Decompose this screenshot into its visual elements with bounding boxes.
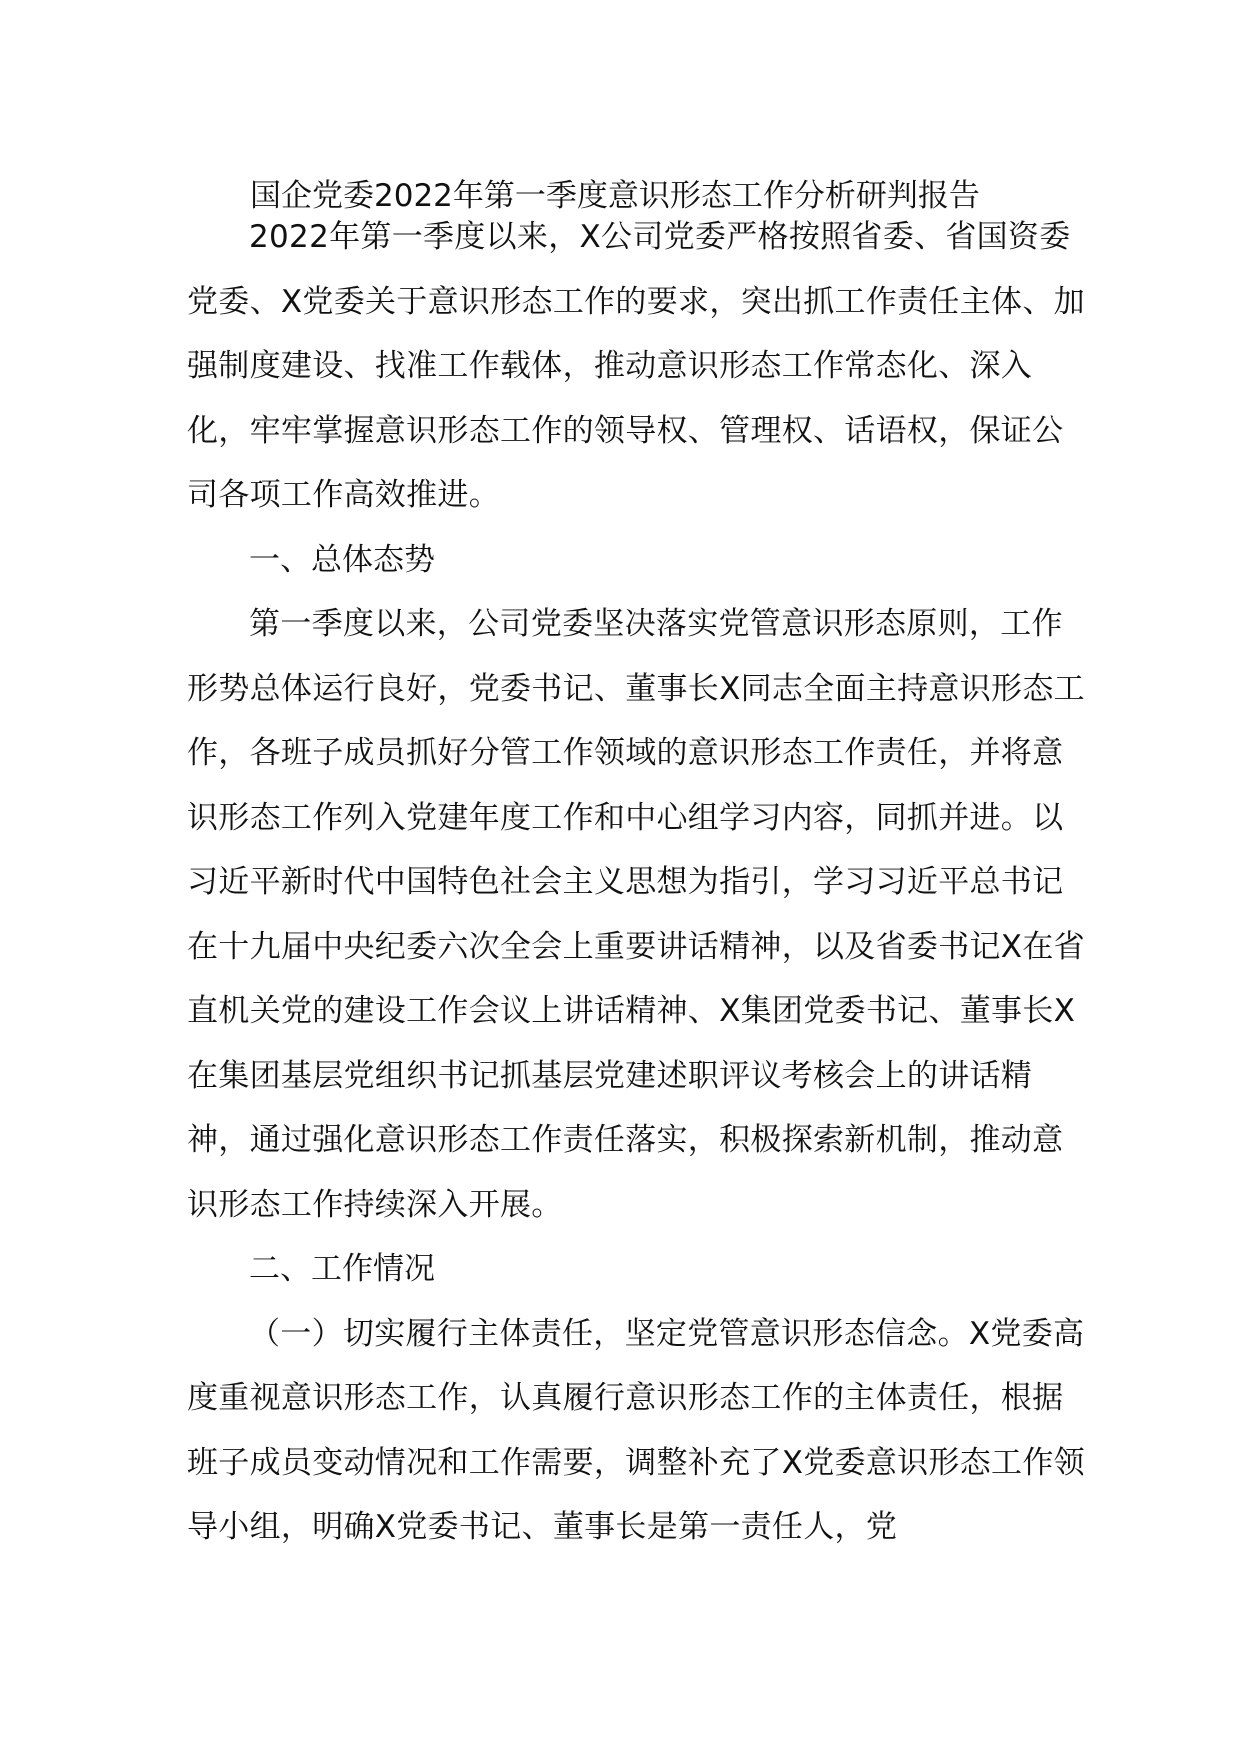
paragraph-overall: 第一季度以来，公司党委坚决落实党管意识形态原则，工作形势总体运行良好，党委书记、董事长X同志全面主持意识形态工作，各班子成员抓好分管工作领域的意识形态工作责任，并将意识形态工作列入党建年度工作和中心组学习内容，同抓并进。以习近平新时代中国特色社会主义思想为指引，学习习近平总书记在十九届中央纪委六次全会上重要讲话精神，以及省委书记X在省直机关党的建设工作会议上讲话精神、X集团党委书记、董事长X在集团基层党组织书记抓基层党建述职评议考核会上的讲话精神，通过强化意识形态工作责任落实，积极探索新机制，推动意识形态工作持续深入开展。: [187, 606, 1085, 1223]
paragraph-intro: 2022年第一季度以来，X公司党委严格按照省委、省国资委党委、X党委关于意识形态工作的要求，突出抓工作责任主体、加强制度建设、找准工作载体，推动意识形态工作常态化、深入化，牢牢掌握意识形态工作的领导权、管理权、话语权，保证公司各项工作高效推进。: [187, 219, 1085, 513]
document-body: [187, 205, 1087, 1560]
paragraph-work-1: （一）切实履行主体责任，坚定党管意识形态信念。X党委高度重视意识形态工作，认真履行意识形态工作的主体责任，根据班子成员变动情况和工作需要，调整补充了X党委意识形态工作领导小组，明确X党委书记、董事长是第一责任人，党: [187, 1315, 1085, 1545]
document-title: 国企党委2022年第一季度意识形态工作分析研判报告: [250, 178, 980, 214]
section-heading-overall: 一、总体态势: [249, 541, 435, 578]
section-heading-work: 二、工作情况: [249, 1251, 435, 1287]
